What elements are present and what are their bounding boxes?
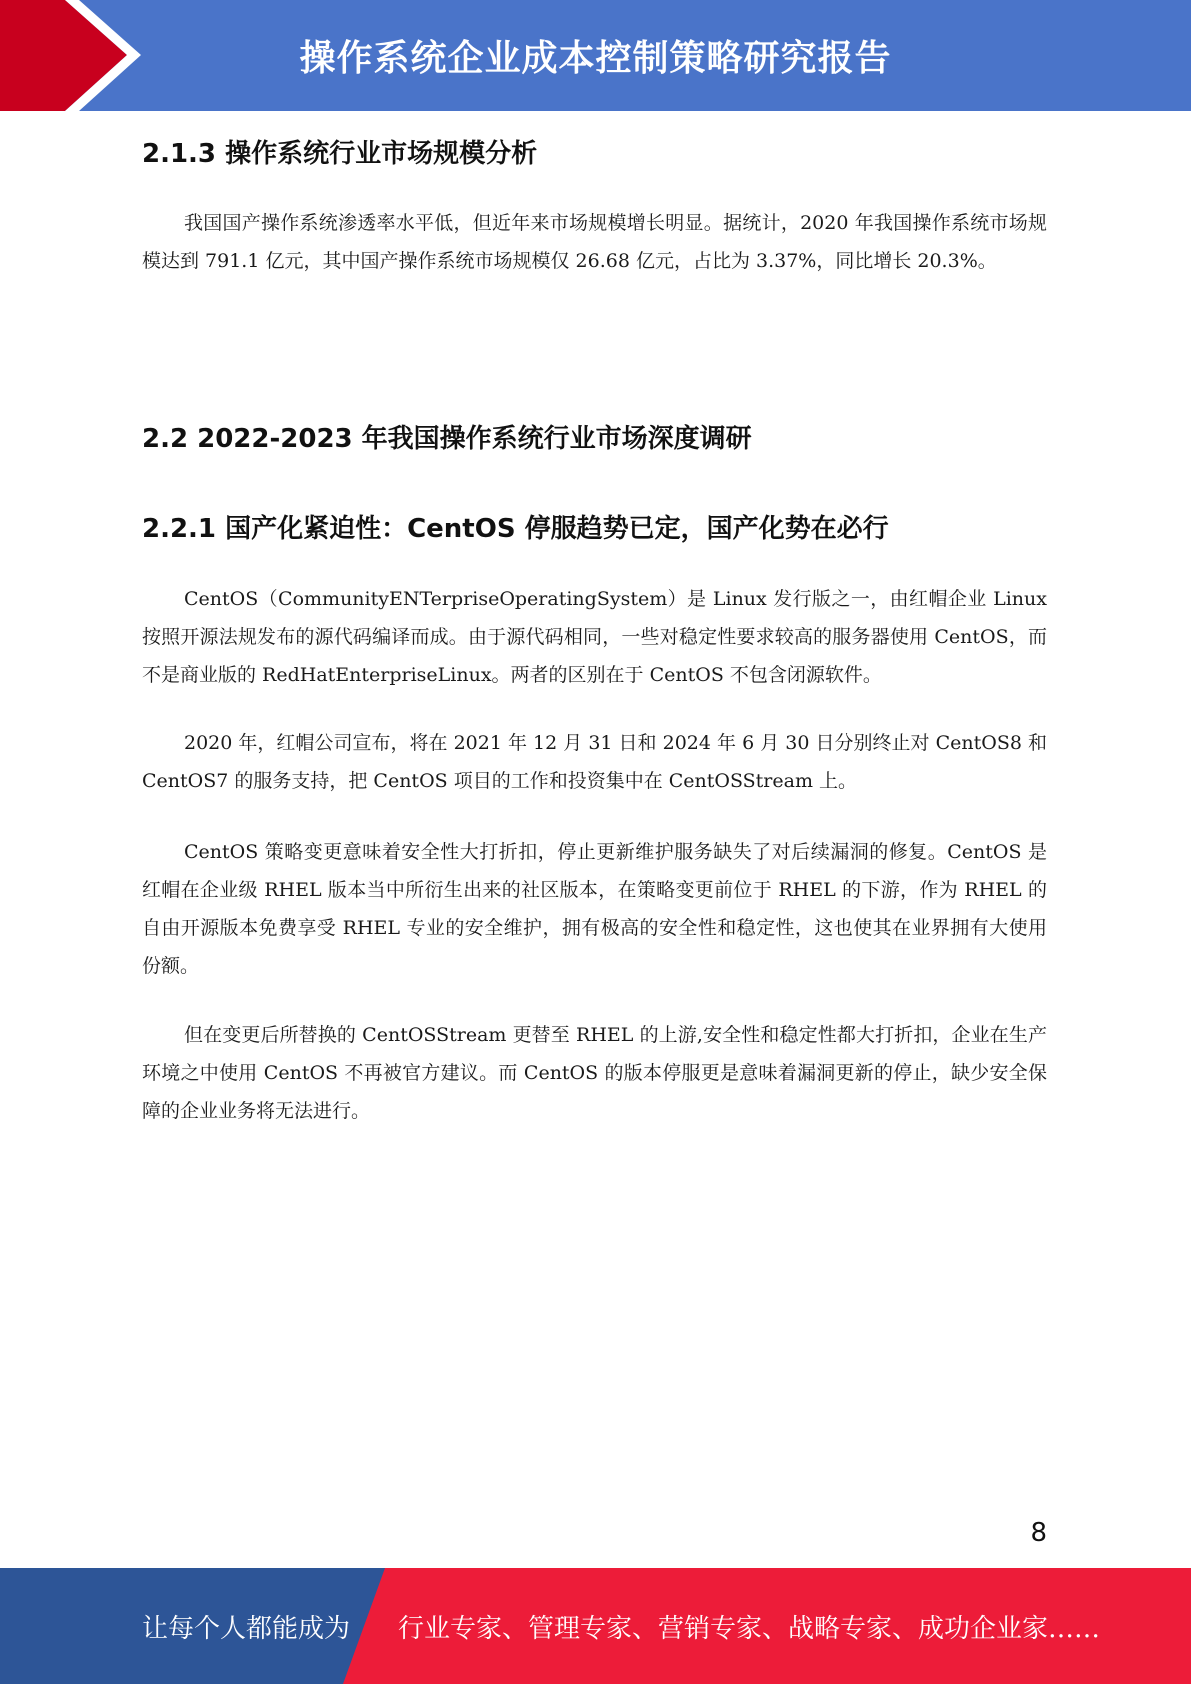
paragraph-security-impact: CentOS 策略变更意味着安全性大打折扣，停止更新维护服务缺失了对后续漏洞的修复。CentOS 是红帽在企业级 RHEL 版本当中所衍生出来的社区版本，在策略变更前位于 RHEL 的下游，作为 RHEL 的自由开源版本免费享受 RHEL 专业的安全维护，拥有极高的安全性和稳定性，这也使其在业界拥有大使用份额。 (142, 841, 1047, 977)
section-heading-2-1-3: 2.1.3 操作系统行业市场规模分析 (142, 139, 538, 169)
paragraph-centos-intro: CentOS（CommunityENTerpriseOperatingSystem）是 Linux 发行版之一，由红帽企业 Linux 按照开源法规发布的源代码编译而成。由于源代码相同，一些对稳定性要求较高的服务器使用 CentOS，而不是商业版的 RedHatEnterpriseLinux。两者的区别在于 CentOS 不包含闭源软件。 (142, 588, 1047, 686)
page-number: 8 (1030, 1518, 1047, 1548)
footer-slogan-left: 让每个人都能成为 (142, 1613, 351, 1644)
paragraph-market-size: 我国国产操作系统渗透率水平低，但近年来市场规模增长明显。据统计，2020 年我国操作系统市场规模达到 791.1 亿元，其中国产操作系统市场规模仅 26.68 亿元，占比为 3.37%，同比增长 20.3%。 (142, 212, 1047, 272)
header-banner (0, 0, 1191, 111)
header-arrow-decoration (0, 0, 160, 111)
footer-banner (0, 1568, 1191, 1684)
section-heading-2-2-1: 2.2.1 国产化紧迫性：CentOS 停服趋势已定，国产化势在必行 (142, 514, 889, 544)
section-heading-2-2: 2.2 2022-2023 年我国操作系统行业市场深度调研 (142, 424, 752, 454)
report-title: 操作系统企业成本控制策略研究报告 (299, 38, 892, 79)
paragraph-centos-stream: 但在变更后所替换的 CentOSStream 更替至 RHEL 的上游,安全性和稳定性都大打折扣，企业在生产环境之中使用 CentOS 不再被官方建议。而 CentOS 的版本停服更是意味着漏洞更新的停止，缺少安全保障的企业业务将无法进行。 (142, 1024, 1047, 1122)
paragraph-redhat-announcement: 2020 年，红帽公司宣布，将在 2021 年 12 月 31 日和 2024 年 6 月 30 日分别终止对 CentOS8 和 CentOS7 的服务支持，把 CentOS 项目的工作和投资集中在 CentOSStream 上。 (142, 732, 1047, 792)
footer-slogan-right: 行业专家、管理专家、营销专家、战略专家、成功企业家…… (398, 1613, 1101, 1644)
